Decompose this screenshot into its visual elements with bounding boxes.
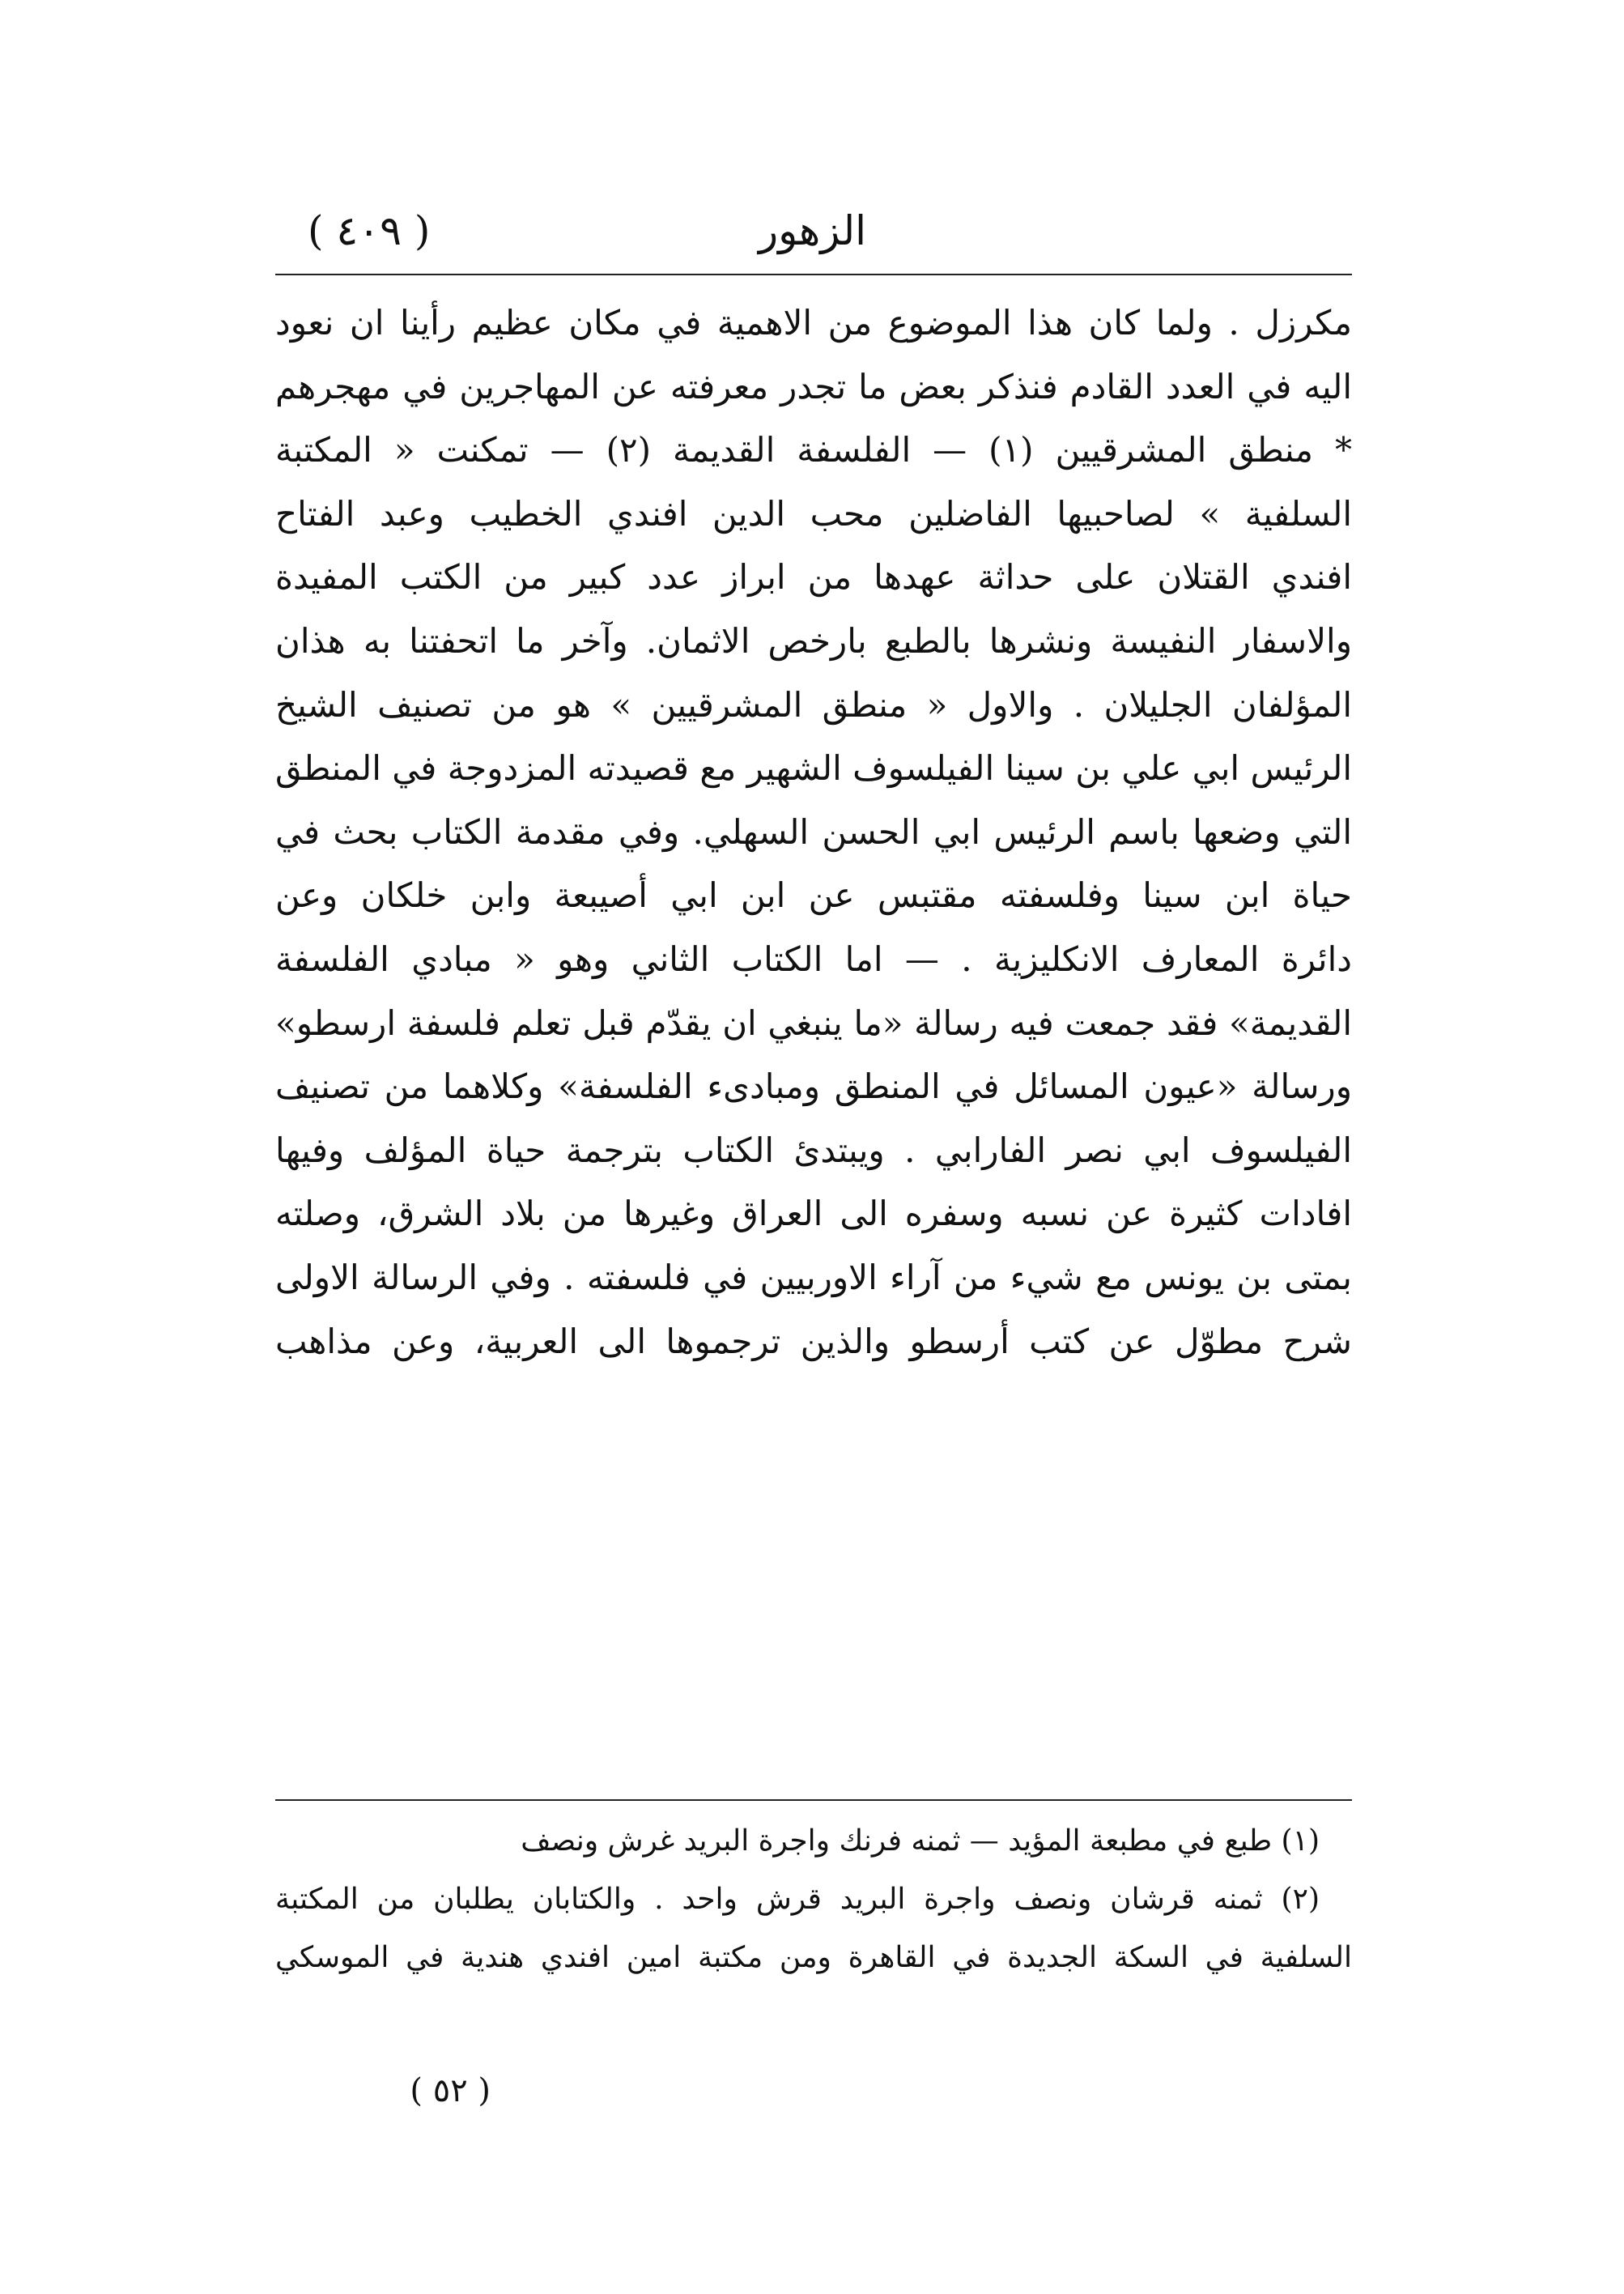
footnote-2-continuation: السلفية في السكة الجديدة في القاهرة ومن مكتبة امين افندي هندية في الموسكي	[275, 1941, 1352, 1974]
body-line: حياة ابن سينا وفلسفته مقتبس عن ابن ابي أصيبعة وابن خلكان وعن	[275, 875, 1352, 916]
body-line: ورسالة «عيون المسائل في المنطق ومبادىء الفلسفة» وكلاهما من تصنيف	[275, 1066, 1352, 1107]
body-line: والاسفار النفيسة ونشرها بالطبع بارخص الاثمان. وآخر ما اتحفتنا به هذان	[275, 620, 1352, 661]
header-title: الزهور	[758, 207, 866, 254]
body-line: مكرزل . ولما كان هذا الموضوع من الاهمية في مكان عظيم رأينا ان نعود	[275, 303, 1352, 343]
body-line: شرح مطوّل عن كتب أرسطو والذين ترجموها الى العربية، وعن مذاهب	[275, 1321, 1352, 1361]
body-line: بمتى بن يونس مع شيء من آراء الاوربيين في فلسفته . وفي الرسالة الاولى	[275, 1257, 1352, 1297]
footnote-2: (٢) ثمنه قرشان ونصف واجرة البريد قرش واحد . والكتابان يطلبان من المكتبة	[275, 1883, 1320, 1916]
body-line: التي وضعها باسم الرئيس ابي الحسن السهلي. وفي مقدمة الكتاب بحث في	[275, 811, 1352, 852]
body-line: الفيلسوف ابي نصر الفارابي . ويبتدئ الكتاب بترجمة حياة المؤلف وفيها	[275, 1130, 1352, 1170]
body-text	[275, 292, 1352, 1373]
body-line: دائرة المعارف الانكليزية . — اما الكتاب الثاني وهو « مبادي الفلسفة	[275, 938, 1352, 979]
body-line: افادات كثيرة عن نسبه وسفره الى العراق وغيرها من بلاد الشرق، وصلته	[275, 1194, 1352, 1234]
body-line: افندي القتلان على حداثة عهدها من ابراز عدد كبير من الكتب المفيدة	[275, 557, 1352, 598]
header-page-number: ( ٤٠٩ )	[308, 207, 431, 254]
footnotes	[275, 1812, 1352, 1987]
body-line: القديمة» فقد جمعت فيه رسالة «ما ينبغي ان يقدّم قبل تعلم فلسفة ارسطو»	[275, 1002, 1352, 1043]
body-line: المؤلفان الجليلان . والاول « منطق المشرقيين » هو من تصنيف الشيخ	[275, 684, 1352, 725]
body-line: السلفية » لصاحبيها الفاضلين محب الدين افندي الخطيب وعبد الفتاح	[275, 493, 1352, 534]
header-rule	[275, 274, 1352, 275]
body-line: الرئيس ابي علي بن سينا الفيلسوف الشهير مع قصيدته المزدوجة في المنطق	[275, 748, 1352, 789]
footnote-1: (١) طبع في مطبعة المؤيد — ثمنه فرنك واجرة البريد غرش ونصف	[521, 1824, 1320, 1858]
signature-mark: ( ٥٢ )	[410, 2072, 491, 2109]
running-header	[275, 194, 1352, 267]
body-line: * منطق المشرقيين (١) — الفلسفة القديمة (٢) — تمكنت « المكتبة	[275, 430, 1352, 470]
body-line: اليه في العدد القادم فنذكر بعض ما تجدر معرفته عن المهاجرين في مهجرهم	[275, 366, 1352, 406]
footnote-rule	[275, 1799, 1352, 1801]
